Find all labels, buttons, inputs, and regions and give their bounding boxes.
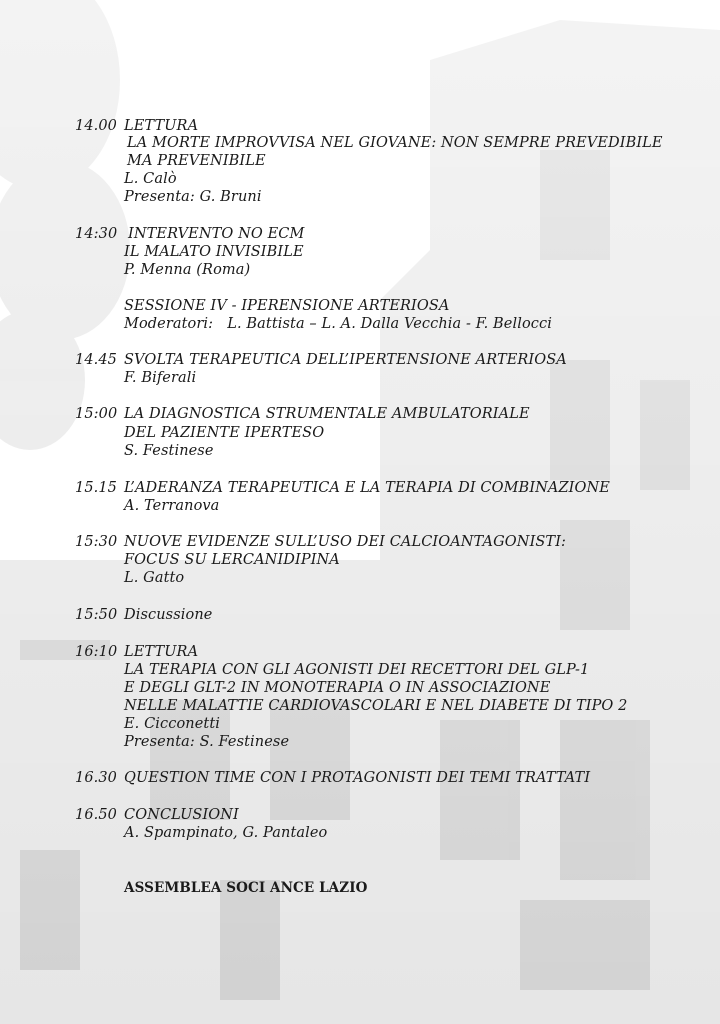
time-15-50: 15:50 [75, 607, 118, 623]
item-heading: LETTURA [124, 644, 199, 660]
item-title: L’ADERANZA TERAPEUTICA E LA TERAPIA DI COMBINAZIONE [124, 480, 610, 496]
time-15-15: 15.15 [75, 480, 118, 496]
time-16-50: 16.50 [75, 807, 118, 823]
speaker: A. Spampinato, G. Pantaleo [124, 825, 328, 841]
item-title: FOCUS SU LERCANIDIPINA [124, 552, 340, 568]
item-title: LA MORTE IMPROVVISA NEL GIOVANE: NON SEMPRE PREVEDIBILE [127, 135, 663, 151]
item-title: IL MALATO INVISIBILE [124, 244, 304, 260]
item-title: DEL PAZIENTE IPERTESO [124, 425, 325, 441]
speaker: S. Festinese [124, 443, 214, 459]
item-title: E DEGLI GLT-2 IN MONOTERAPIA O IN ASSOCIAZIONE [124, 680, 551, 696]
item-title: NELLE MALATTIE CARDIOVASCOLARI E NEL DIABETE DI TIPO 2 [124, 698, 628, 714]
item-heading: INTERVENTO NO ECM [128, 226, 305, 242]
speaker: A. Terranova [124, 498, 220, 514]
session-moderators: Moderatori: L. Battista – L. A. Dalla Vecchia - F. Bellocci [124, 316, 552, 332]
item-title: Discussione [124, 607, 213, 623]
item-title: LA TERAPIA CON GLI AGONISTI DEI RECETTORI DEL GLP-1 [124, 662, 590, 678]
time-15-00: 15:00 [75, 406, 118, 422]
time-16-30: 16.30 [75, 770, 118, 786]
time-14-30: 14:30 [75, 226, 118, 242]
time-14-00: 14.00 [75, 118, 118, 134]
item-title: SVOLTA TERAPEUTICA DELL’IPERTENSIONE ARTERIOSA [124, 352, 567, 368]
item-title: QUESTION TIME CON I PROTAGONISTI DEI TEMI TRATTATI [124, 770, 591, 786]
speaker: P. Menna (Roma) [124, 262, 251, 278]
speaker: F. Biferali [124, 370, 197, 386]
time-15-30: 15:30 [75, 534, 118, 550]
time-16-10: 16:10 [75, 644, 118, 660]
closing-assembly: ASSEMBLEA SOCI ANCE LAZIO [124, 880, 368, 896]
presenter: Presenta: S. Festinese [124, 734, 290, 750]
item-title: MA PREVENIBILE [127, 153, 266, 169]
item-title: NUOVE EVIDENZE SULL’USO DEI CALCIOANTAGONISTI: [124, 534, 567, 550]
speaker: L. Gatto [124, 570, 185, 586]
time-14-45: 14.45 [75, 352, 118, 368]
item-heading: LETTURA [124, 118, 199, 134]
speaker: E. Cicconetti [124, 716, 221, 732]
session-title: SESSIONE IV - IPERENSIONE ARTERIOSA [124, 298, 450, 314]
presenter: Presenta: G. Bruni [124, 189, 262, 205]
speaker: L. Calò [124, 171, 177, 187]
item-heading: CONCLUSIONI [124, 807, 239, 823]
item-title: LA DIAGNOSTICA STRUMENTALE AMBULATORIALE [124, 406, 530, 422]
